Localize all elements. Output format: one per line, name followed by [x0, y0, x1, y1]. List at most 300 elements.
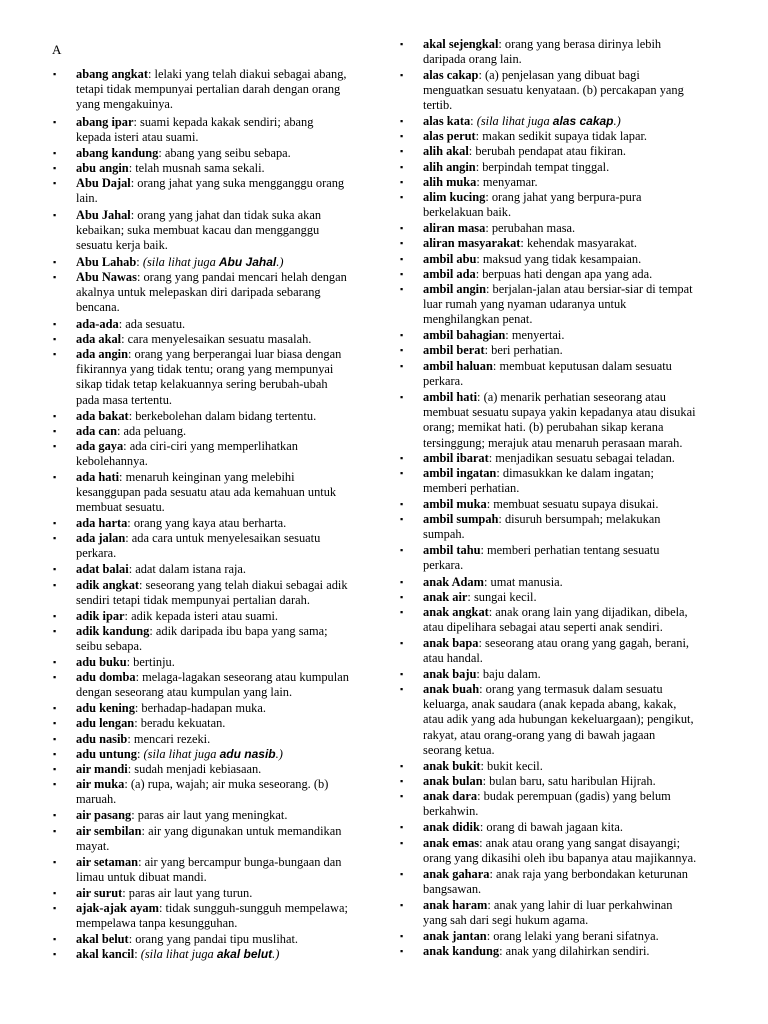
entry-headword: air surut	[76, 886, 123, 900]
entry-line	[423, 527, 660, 542]
entry-line	[423, 98, 684, 113]
entry-definition: : orang yang termasuk dalam sesuatu	[479, 682, 663, 696]
entry-definition: maruah.	[76, 792, 117, 807]
entry-headword: ada hati	[76, 470, 120, 484]
dictionary-entry	[400, 944, 650, 959]
entry-line	[76, 516, 286, 531]
entry-line	[76, 270, 347, 285]
bullet-icon: ▪	[400, 822, 404, 832]
entry-headword: anak buah	[423, 682, 480, 696]
entry-line	[423, 929, 659, 944]
entry-headword: alim kucing	[423, 190, 486, 204]
bullet-icon: ▪	[53, 257, 57, 267]
cross-reference: (sila lihat juga alas cakap.)	[476, 114, 621, 128]
dictionary-entry	[400, 497, 659, 512]
entry-definition: bencana.	[76, 300, 120, 315]
entry-definition: daripada orang lain.	[423, 52, 522, 67]
entry-definition: : adik daripada ibu bapa yang sama;	[149, 624, 328, 638]
entry-headword: adu buku	[76, 655, 127, 669]
dictionary-entry	[400, 144, 627, 159]
entry-headword: air sembilan	[76, 824, 142, 838]
entry-definition: : menyamar.	[476, 175, 538, 189]
entry-line	[76, 670, 349, 685]
entry-line	[76, 223, 321, 238]
bullet-icon: ▪	[53, 69, 57, 79]
entry-headword: air muka	[76, 777, 125, 791]
entry-definition: : beradu kekuatan.	[134, 716, 226, 730]
bullet-icon: ▪	[400, 116, 404, 126]
entry-headword: alih angin	[423, 160, 476, 174]
dictionary-entry	[400, 682, 694, 758]
entry-definition: menghilangkan penat.	[423, 312, 533, 327]
entry-line	[423, 512, 660, 527]
entry-definition: :	[134, 947, 141, 961]
bullet-icon: ▪	[53, 749, 57, 759]
dictionary-entry	[53, 655, 175, 670]
entry-definition: : membuat keputusan dalam sesuatu	[492, 359, 672, 373]
dictionary-entry	[400, 929, 659, 944]
entry-definition: tertib.	[423, 98, 453, 113]
entry-headword: anak bapa	[423, 636, 479, 650]
entry-definition: orang; memikat hati. (b) perubahan sikap kerana	[423, 420, 664, 435]
dictionary-entry	[53, 146, 291, 161]
entry-definition: : paras air laut yang meningkat.	[131, 808, 288, 822]
entry-headword: ambil ingatan	[423, 466, 497, 480]
entry-headword: ada bakat	[76, 409, 129, 423]
bullet-icon: ▪	[400, 70, 404, 80]
dictionary-entry	[400, 774, 656, 789]
entry-headword: akal belut	[76, 932, 129, 946]
entry-definition: : abang yang seibu sebapa.	[158, 146, 291, 160]
entry-definition: atau dipelihara sebagai atau seperti anak sendiri.	[423, 620, 663, 635]
entry-headword: alih muka	[423, 175, 477, 189]
entry-headword: anak angkat	[423, 605, 489, 619]
entry-line	[423, 68, 684, 83]
cross-reference: (sila lihat juga Abu Jahal.)	[142, 255, 284, 269]
entry-line	[76, 208, 321, 223]
entry-definition: : umat manusia.	[483, 575, 563, 589]
entry-headword: alas cakap	[423, 68, 479, 82]
entry-line	[423, 390, 696, 405]
entry-headword: ambil muka	[423, 497, 487, 511]
entry-definition: : beri perhatian.	[484, 343, 563, 357]
entry-headword: ambil ibarat	[423, 451, 489, 465]
entry-line	[76, 546, 320, 561]
entry-definition: tersinggung; merajuk atau menaruh perasaan marah.	[423, 435, 683, 450]
cross-reference: (sila lihat juga adu nasib.)	[143, 747, 283, 761]
section-letter: A	[52, 42, 62, 57]
entry-headword: ada angin	[76, 347, 128, 361]
entry-line	[423, 252, 641, 267]
bullet-icon: ▪	[400, 776, 404, 786]
entry-headword: ada can	[76, 424, 117, 438]
entry-definition: kepada isteri atau suami.	[76, 130, 199, 145]
entry-line	[76, 161, 265, 176]
entry-line	[423, 175, 538, 190]
entry-headword: ada jalan	[76, 531, 126, 545]
entry-definition: :	[470, 114, 477, 128]
entry-headword: adu lengan	[76, 716, 135, 730]
entry-line	[76, 824, 341, 839]
entry-definition: : air yang bercampur bunga-bungaan dan	[138, 855, 342, 869]
dictionary-entry	[53, 824, 342, 854]
entry-line	[423, 867, 688, 882]
entry-definition: : bertinju.	[126, 655, 175, 669]
dictionary-entry	[400, 575, 563, 590]
entry-headword: ada gaya	[76, 439, 124, 453]
entry-line	[76, 886, 252, 901]
dictionary-entry	[400, 328, 565, 343]
entry-definition: : cara menyelesaikan sesuatu masalah.	[121, 332, 312, 346]
entry-line	[423, 497, 658, 512]
entry-line	[423, 558, 659, 573]
dictionary-entry	[400, 190, 642, 220]
entry-definition: sesuatu kerja baik.	[76, 238, 168, 253]
entry-headword: akal kancil	[76, 947, 135, 961]
dictionary-entry	[53, 762, 262, 777]
entry-line	[423, 759, 543, 774]
entry-definition: : budak perempuan (gadis) yang belum	[477, 789, 671, 803]
dictionary-entry	[53, 562, 246, 577]
entry-definition: lain.	[76, 191, 98, 206]
entry-line	[423, 160, 609, 175]
entry-headword: adik ipar	[76, 609, 125, 623]
dictionary-entry	[400, 68, 684, 114]
entry-headword: ambil hati	[423, 390, 478, 404]
dictionary-entry	[53, 886, 253, 901]
bullet-icon: ▪	[53, 564, 57, 574]
entry-definition: orang yang dikasihi oleh ibu bapanya atau majikannya.	[423, 851, 697, 866]
dictionary-entry	[400, 37, 662, 67]
entry-line	[423, 836, 696, 851]
entry-line	[76, 332, 311, 347]
bullet-icon: ▪	[400, 177, 404, 187]
entry-definition: : orang lelaki yang berani sifatnya.	[486, 929, 659, 943]
entry-line	[76, 67, 347, 82]
entry-line	[423, 882, 688, 897]
dictionary-entry	[400, 867, 688, 897]
dictionary-entry	[400, 359, 672, 389]
entry-line	[423, 451, 675, 466]
entry-headword: ada harta	[76, 516, 128, 530]
dictionary-entry	[53, 332, 312, 347]
dictionary-entry	[53, 409, 317, 424]
entry-line	[76, 97, 347, 112]
bullet-icon: ▪	[53, 272, 57, 282]
entry-headword: anak baju	[423, 667, 477, 681]
entry-definition: : ada ciri-ciri yang memperlihatkan	[123, 439, 298, 453]
entry-line	[423, 898, 672, 913]
entry-definition: rakyat, atau orang-orang yang di bawah jagaan	[423, 727, 656, 742]
entry-line	[423, 728, 694, 743]
entry-definition: : orang yang jahat dan tidak suka akan	[130, 208, 322, 222]
dictionary-entry	[53, 317, 186, 332]
entry-line	[423, 636, 689, 651]
entry-line	[423, 944, 650, 959]
dictionary-entry	[53, 115, 314, 145]
bullet-icon: ▪	[53, 441, 57, 451]
bullet-icon: ▪	[400, 761, 404, 771]
entry-definition: : seseorang atau orang yang gagah, berani,	[478, 636, 690, 650]
bullet-icon: ▪	[400, 131, 404, 141]
entry-line	[423, 144, 626, 159]
entry-line	[423, 682, 694, 697]
entry-definition: kesanggupan pada sesuatu atau ada kemahuan untuk	[76, 485, 337, 500]
entry-definition: kebaikan; suka membuat kacau dan mengganggu	[76, 223, 320, 238]
entry-definition: : telah musnah sama sekali.	[128, 161, 265, 175]
bullet-icon: ▪	[400, 162, 404, 172]
entry-headword: abang angkat	[76, 67, 148, 81]
bullet-icon: ▪	[53, 148, 57, 158]
entry-headword: Abu Lahab	[76, 255, 137, 269]
entry-headword: ambil ada	[423, 267, 476, 281]
dictionary-entry	[53, 347, 342, 408]
entry-headword: air setaman	[76, 855, 139, 869]
bullet-icon: ▪	[400, 468, 404, 478]
entry-line	[76, 855, 341, 870]
entry-line	[423, 774, 656, 789]
bullet-icon: ▪	[400, 791, 404, 801]
bullet-icon: ▪	[400, 900, 404, 910]
entry-line	[423, 236, 637, 251]
bullet-icon: ▪	[400, 146, 404, 156]
entry-definition: membuat sesuatu.	[76, 500, 165, 515]
entry-definition: : perubahan masa.	[485, 221, 576, 235]
entry-line	[423, 851, 696, 866]
bullet-icon: ▪	[400, 392, 404, 402]
entry-line	[76, 655, 175, 670]
dictionary-entry	[53, 67, 347, 113]
entry-headword: air mandi	[76, 762, 128, 776]
entry-line	[423, 205, 642, 220]
entry-line	[76, 701, 266, 716]
bullet-icon: ▪	[400, 946, 404, 956]
entry-definition: : orang yang pandai tipu muslihat.	[128, 932, 298, 946]
entry-line	[76, 439, 298, 454]
entry-definition: perkara.	[423, 558, 464, 573]
entry-line	[423, 83, 684, 98]
entry-definition: fikirannya yang tidak tentu; orang yang mempunyai	[76, 362, 334, 377]
entry-definition: : sungai kecil.	[467, 590, 537, 604]
entry-headword: anak bukit	[423, 759, 481, 773]
entry-line	[76, 639, 328, 654]
entry-line	[76, 808, 287, 823]
entry-definition: pada masa tertentu.	[76, 392, 172, 407]
entry-definition: seibu sebapa.	[76, 639, 143, 654]
entry-line	[76, 870, 341, 885]
dictionary-entry	[400, 590, 537, 605]
dictionary-entry	[53, 424, 187, 439]
dictionary-entry	[53, 255, 284, 270]
bullet-icon: ▪	[400, 499, 404, 509]
entry-line	[423, 343, 563, 358]
entry-line	[76, 593, 348, 608]
entry-line	[76, 947, 279, 962]
dictionary-entry	[53, 531, 321, 561]
entry-definition: atau adik yang ada hubungan kekeluargaan); pengikut,	[423, 712, 694, 727]
dictionary-entry	[53, 176, 345, 206]
entry-definition: : orang di bawah jagaan kita.	[479, 820, 623, 834]
entry-definition: : dimasukkan ke dalam ingatan;	[496, 466, 654, 480]
entry-definition: : kehendak masyarakat.	[520, 236, 638, 250]
entry-definition: : berhadap-hadapan muka.	[134, 701, 266, 715]
entry-definition: berkelakuan baik.	[423, 205, 512, 220]
bullet-icon: ▪	[400, 514, 404, 524]
bullet-icon: ▪	[53, 657, 57, 667]
entry-line	[76, 839, 341, 854]
entry-definition: atau handal.	[423, 651, 483, 666]
entry-definition: akalnya untuk melepaskan diri daripada sebarang	[76, 285, 321, 300]
dictionary-entry	[400, 343, 563, 358]
entry-definition: : disuruh bersumpah; melakukan	[498, 512, 661, 526]
entry-definition: : anak yang lahir di luar perkahwinan	[487, 898, 673, 912]
entry-definition: : menjadikan sesuatu sebagai teladan.	[488, 451, 675, 465]
entry-line	[423, 820, 623, 835]
dictionary-entry	[400, 466, 654, 496]
entry-definition: sumpah.	[423, 527, 465, 542]
entry-headword: anak air	[423, 590, 468, 604]
entry-line	[76, 792, 328, 807]
entry-definition: sendiri tetapi tidak mempunyai pertalian darah.	[76, 593, 310, 608]
entry-headword: adik kandung	[76, 624, 150, 638]
entry-definition: : mencari rezeki.	[127, 732, 211, 746]
dictionary-entry	[400, 605, 688, 635]
dictionary-entry	[53, 855, 342, 885]
dictionary-entry	[53, 932, 298, 947]
bullet-icon: ▪	[400, 869, 404, 879]
entry-definition: berkahwin.	[423, 804, 479, 819]
entry-headword: ambil tahu	[423, 543, 481, 557]
entry-line	[423, 590, 537, 605]
dictionary-entry	[400, 252, 642, 267]
entry-line	[76, 531, 320, 546]
bullet-icon: ▪	[400, 577, 404, 587]
entry-line	[76, 285, 347, 300]
bullet-icon: ▪	[53, 626, 57, 636]
entry-definition: seorang ketua.	[423, 742, 495, 757]
entry-headword: Abu Dajal	[76, 176, 131, 190]
entry-line	[76, 409, 316, 424]
bullet-icon: ▪	[400, 345, 404, 355]
entry-headword: anak gahara	[423, 867, 490, 881]
entry-headword: air pasang	[76, 808, 132, 822]
bullet-icon: ▪	[400, 192, 404, 202]
entry-headword: anak bulan	[423, 774, 483, 788]
bullet-icon: ▪	[53, 734, 57, 744]
entry-definition: : orang jahat yang berpura-pura	[485, 190, 642, 204]
bullet-icon: ▪	[53, 472, 57, 482]
dictionary-entry	[53, 777, 329, 807]
entry-line	[423, 374, 672, 389]
entry-line	[423, 712, 694, 727]
bullet-icon: ▪	[400, 330, 404, 340]
entry-headword: ada akal	[76, 332, 122, 346]
entry-line	[76, 916, 348, 931]
entry-headword: Abu Nawas	[76, 270, 137, 284]
dictionary-entry	[53, 732, 211, 747]
dictionary-entry	[400, 789, 671, 819]
entry-headword: Abu Jahal	[76, 208, 131, 222]
entry-headword: ajak-ajak ayam	[76, 901, 159, 915]
bullet-icon: ▪	[53, 411, 57, 421]
dictionary-entry	[53, 208, 322, 254]
entry-definition: : orang yang berperangai luar biasa dengan	[128, 347, 342, 361]
bullet-icon: ▪	[53, 210, 57, 220]
entry-headword: ambil berat	[423, 343, 485, 357]
dictionary-entry	[400, 390, 696, 451]
entry-line	[423, 129, 647, 144]
entry-line	[423, 190, 642, 205]
entry-definition: tetapi tidak mempunyai pertalian darah dengan orang	[76, 82, 341, 97]
entry-definition: : adik kepada isteri atau suami.	[124, 609, 279, 623]
entry-definition: :	[136, 255, 143, 269]
entry-line	[423, 282, 693, 297]
entry-line	[76, 777, 328, 792]
dictionary-entry	[400, 114, 621, 129]
entry-definition: yang mengakuinya.	[76, 97, 174, 112]
bullet-icon: ▪	[400, 39, 404, 49]
entry-definition: : bulan baru, satu haribulan Hijrah.	[482, 774, 656, 788]
entry-definition: : berubah pendapat atau fikiran.	[468, 144, 627, 158]
entry-definition: bangsawan.	[423, 882, 482, 897]
bullet-icon: ▪	[53, 117, 57, 127]
entry-line	[76, 747, 283, 762]
bullet-icon: ▪	[400, 684, 404, 694]
entry-line	[76, 562, 246, 577]
entry-headword: ambil bahagian	[423, 328, 506, 342]
dictionary-entry	[400, 836, 697, 866]
dictionary-entry	[53, 578, 348, 608]
bullet-icon: ▪	[53, 779, 57, 789]
dictionary-entry	[53, 670, 349, 700]
bullet-icon: ▪	[53, 703, 57, 713]
entry-headword: ada-ada	[76, 317, 119, 331]
entry-definition: : melaga-lagakan seseorang atau kumpulan	[135, 670, 349, 684]
entry-definition: : suami kepada kakak sendiri; abang	[133, 115, 314, 129]
entry-line	[423, 221, 575, 236]
dictionary-entry	[400, 636, 690, 666]
entry-definition: memberi perhatian.	[423, 481, 520, 496]
entry-definition: : berkebolehan dalam bidang tertentu.	[128, 409, 317, 423]
bullet-icon: ▪	[400, 284, 404, 294]
dictionary-entry	[400, 543, 660, 573]
entry-headword: anak emas	[423, 836, 480, 850]
entry-definition: : orang yang berasa dirinya lebih	[498, 37, 662, 51]
dictionary-entry	[400, 667, 541, 682]
entry-definition: : baju dalam.	[476, 667, 541, 681]
entry-line	[423, 312, 693, 327]
entry-line	[76, 470, 336, 485]
entry-line	[76, 901, 348, 916]
entry-line	[423, 297, 693, 312]
entry-headword: anak dara	[423, 789, 478, 803]
dictionary-entry	[53, 716, 226, 731]
entry-line	[76, 82, 347, 97]
entry-line	[76, 115, 313, 130]
entry-line	[423, 543, 659, 558]
entry-definition: : (a) penjelasan yang dibuat bagi	[478, 68, 640, 82]
entry-headword: adu kening	[76, 701, 135, 715]
entry-headword: abu angin	[76, 161, 129, 175]
dictionary-entry	[53, 624, 328, 654]
dictionary-entry	[400, 221, 576, 236]
dictionary-entry	[400, 175, 538, 190]
bullet-icon: ▪	[400, 254, 404, 264]
entry-definition: : anak atau orang yang sangat disayangi;	[479, 836, 681, 850]
bullet-icon: ▪	[53, 826, 57, 836]
entry-line	[423, 328, 564, 343]
dictionary-entry	[400, 451, 675, 466]
